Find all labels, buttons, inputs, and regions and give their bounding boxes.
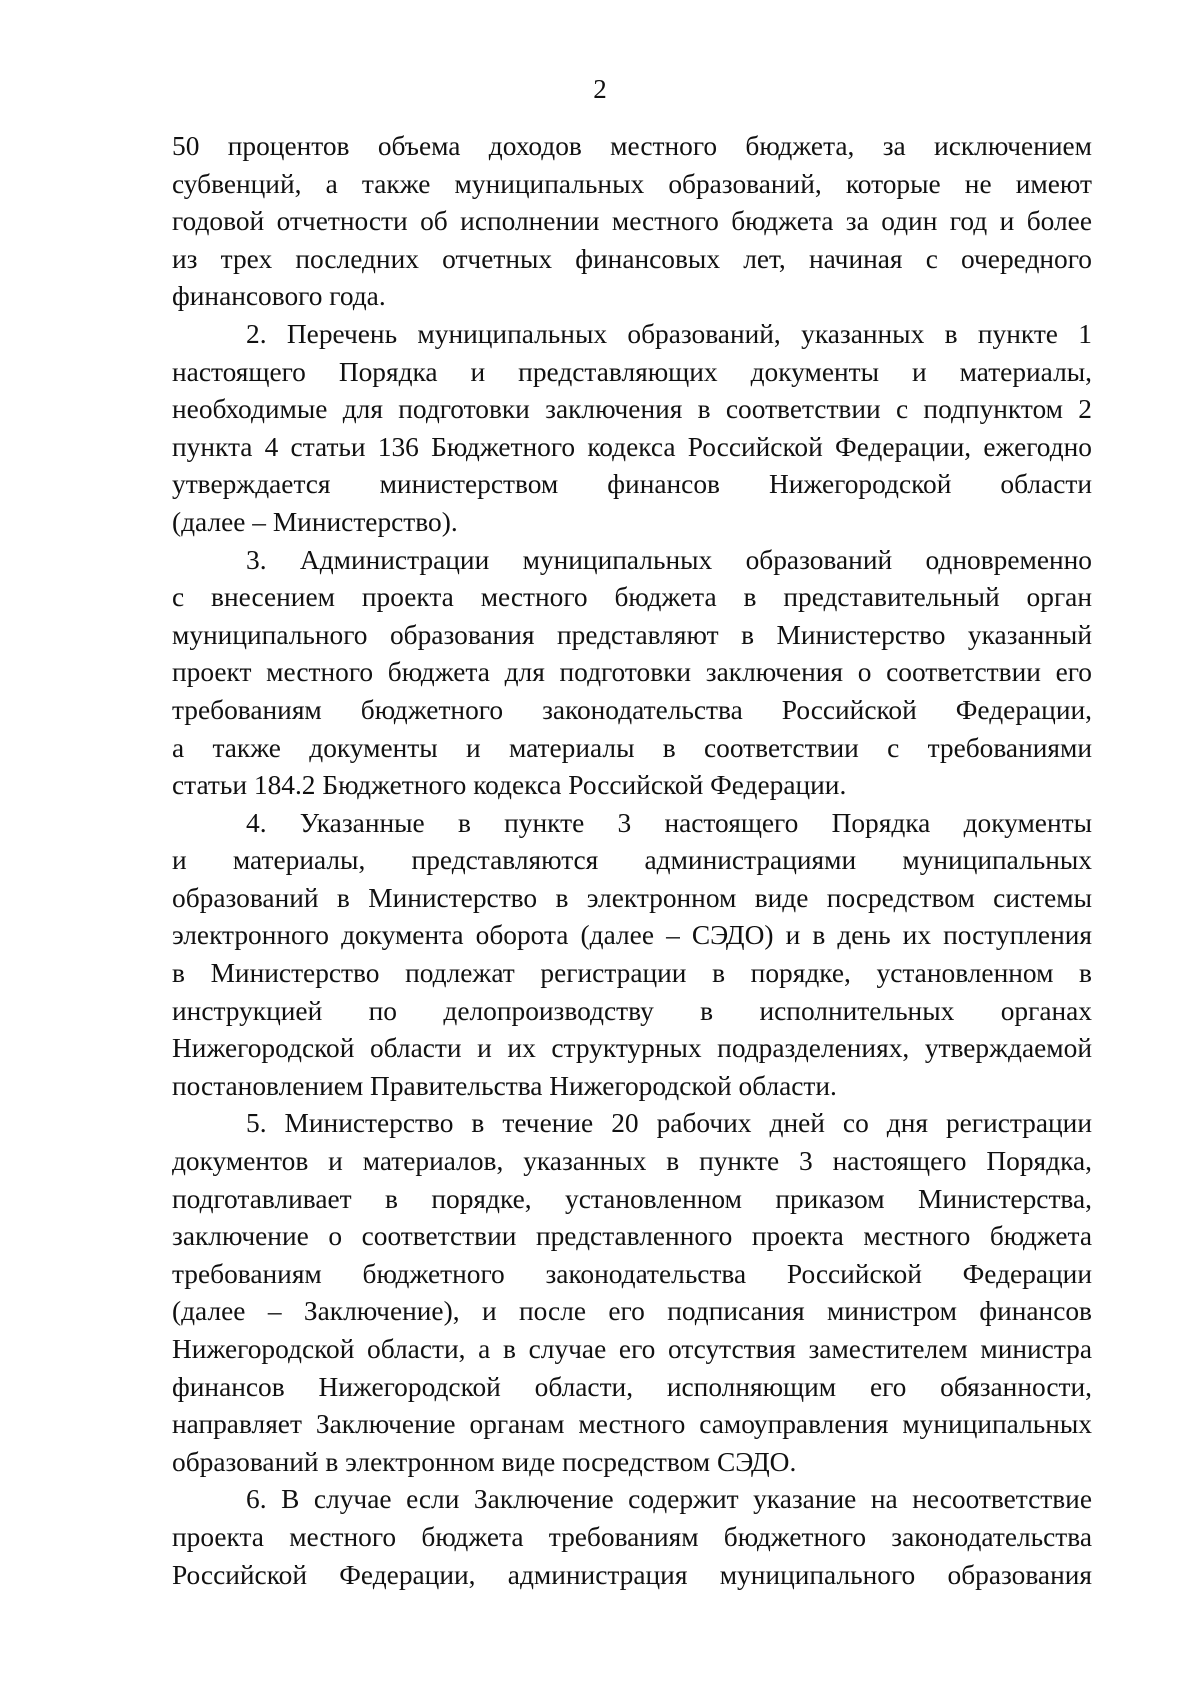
text-line: требованиям бюджетного законодательства Российской Федерации — [172, 1258, 1092, 1289]
text-line: проекта местного бюджета требованиям бюджетного законодательства — [172, 1521, 1092, 1552]
text-line: годовой отчетности об исполнении местного бюджета за один год и более — [172, 206, 1092, 237]
text-line: с внесением проекта местного бюджета в представительный орган — [172, 582, 1092, 613]
paragraph-3 — [172, 542, 1092, 805]
text-line: 3. Администрации муниципальных образований одновременно — [246, 544, 1092, 575]
text-line: 50 процентов объема доходов местного бюджета, за исключением — [172, 131, 1092, 161]
text-line: Нижегородской области и их структурных подразделениях, утверждаемой — [172, 1033, 1092, 1064]
text-line: муниципального образования представляют в Министерство указанный — [172, 619, 1092, 650]
text-line: (далее – Заключение), и после его подписания министром финансов — [172, 1296, 1092, 1327]
text-line: из трех последних отчетных финансовых лет, начиная с очередного — [172, 243, 1092, 274]
text-line: образований в Министерство в электронном виде посредством системы — [172, 882, 1092, 913]
paragraph-continuation — [172, 128, 1092, 316]
text-line: 6. В случае если Заключение содержит указание на несоответствие — [246, 1484, 1092, 1515]
text-line: Российской Федерации, администрация муниципального образования — [172, 1559, 1092, 1590]
text-line: документов и материалов, указанных в пункте 3 настоящего Порядка, — [172, 1146, 1092, 1177]
text-line: проект местного бюджета для подготовки заключения о соответствии его — [172, 657, 1092, 688]
text-line: статьи 184.2 Бюджетного кодекса Российской Федерации. — [172, 770, 847, 801]
page-number: 2 — [593, 74, 607, 104]
text-line: требованиям бюджетного законодательства Российской Федерации, — [172, 694, 1092, 725]
text-line: а также документы и материалы в соответствии с требованиями — [172, 732, 1092, 763]
text-line: 4. Указанные в пункте 3 настоящего Порядка документы — [246, 807, 1092, 838]
text-line: 2. Перечень муниципальных образований, указанных в пункте 1 — [246, 318, 1092, 349]
text-line: финансового года. — [172, 281, 386, 312]
paragraph-2 — [172, 316, 1092, 542]
document-body — [172, 128, 1092, 1594]
paragraph-5 — [172, 1105, 1092, 1481]
text-line: настоящего Порядка и представляющих документы и материалы, — [172, 356, 1092, 387]
text-line: (далее – Министерство). — [172, 506, 458, 537]
text-line: субвенций, а также муниципальных образований, которые не имеют — [172, 168, 1092, 199]
text-line: и материалы, представляются администрациями муниципальных — [172, 845, 1092, 876]
text-line: подготавливает в порядке, установленном приказом Министерства, — [172, 1183, 1092, 1214]
text-line: образований в электронном виде посредством СЭДО. — [172, 1446, 797, 1477]
paragraph-6 — [172, 1481, 1092, 1594]
text-line: инструкцией по делопроизводству в исполнительных органах — [172, 995, 1092, 1026]
text-line: пункта 4 статьи 136 Бюджетного кодекса Российской Федерации, ежегодно — [172, 431, 1092, 462]
text-line: Нижегородской области, а в случае его отсутствия заместителем министра — [172, 1334, 1092, 1364]
text-line: электронного документа оборота (далее – СЭДО) и в день их поступления — [172, 920, 1092, 951]
text-line: утверждается министерством финансов Нижегородской области — [172, 469, 1092, 500]
text-line: необходимые для подготовки заключения в соответствии с подпунктом 2 — [172, 394, 1092, 425]
text-line: направляет Заключение органам местного самоуправления муниципальных — [172, 1409, 1092, 1440]
text-line: постановлением Правительства Нижегородской области. — [172, 1070, 837, 1101]
paragraph-4 — [172, 805, 1092, 1106]
text-line: 5. Министерство в течение 20 рабочих дней со дня регистрации — [246, 1108, 1092, 1139]
text-line: в Министерство подлежат регистрации в порядке, установленном в — [172, 958, 1092, 989]
text-line: заключение о соответствии представленного проекта местного бюджета — [172, 1221, 1092, 1252]
text-line: финансов Нижегородской области, исполняющим его обязанности, — [172, 1371, 1092, 1402]
